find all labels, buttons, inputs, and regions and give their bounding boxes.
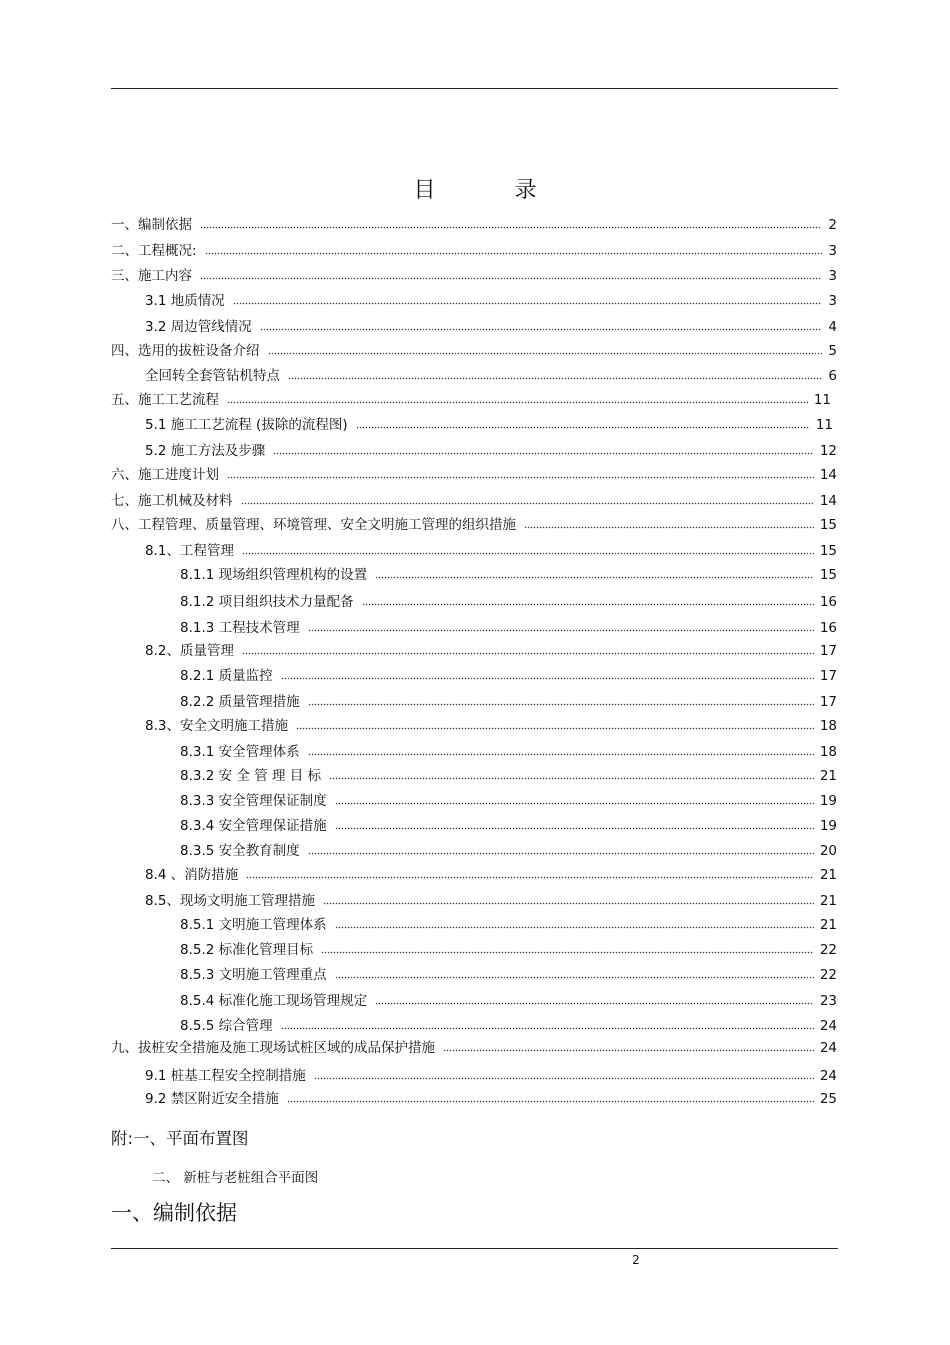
toc-entry[interactable] [111,241,837,261]
toc-entry-label: 六、施工进度计划 [111,467,219,483]
toc-entry-page: 12 [819,443,837,459]
toc-entry[interactable] [180,742,837,762]
toc-entry-label: 9.1 桩基工程安全控制措施 [145,1068,306,1084]
toc-entry-page: 21 [819,917,837,933]
toc-entry-label: 8.3.4 安全管理保证措施 [180,818,327,834]
toc-title: 目 录 [413,178,573,203]
toc-entry-label: 九、拔桩安全措施及施工现场试桩区域的成品保护措施 [111,1040,435,1056]
toc-entry[interactable] [111,465,837,485]
appendix-line-2: 二、 新桩与老桩组合平面图 [152,1170,319,1186]
toc-entry[interactable] [145,415,833,435]
toc-entry-page: 11 [813,392,831,408]
toc-entry-page: 3 [828,243,837,259]
toc-entry-label: 3.1 地质情况 [145,293,225,309]
toc-leader-dots [246,865,814,885]
toc-entry-label: 三、施工内容 [111,268,192,284]
toc-entry-page: 2 [828,217,837,233]
toc-leader-dots [335,965,814,985]
toc-entry[interactable] [180,692,837,712]
toc-entry-label: 8.1.1 现场组织管理机构的设置 [180,567,368,583]
toc-entry[interactable] [145,641,837,661]
toc-leader-dots [308,742,814,762]
toc-entry[interactable] [111,390,831,410]
toc-leader-dots [362,592,814,612]
toc-entry-page: 24 [819,1068,837,1084]
toc-entry-page: 3 [828,293,837,309]
toc-entry-page: 21 [819,893,837,909]
toc-entry-page: 15 [819,567,837,583]
toc-entry[interactable] [145,891,837,911]
toc-entry-page: 17 [819,694,837,710]
toc-entry[interactable] [111,515,837,535]
toc-entry-page: 15 [819,517,837,533]
toc-leader-dots [205,241,823,261]
toc-leader-dots [308,841,814,861]
toc-leader-dots [335,816,814,836]
toc-entry-label: 8.5.4 标准化施工现场管理规定 [180,993,368,1009]
toc-leader-dots [375,565,814,585]
toc-entry[interactable] [145,541,837,561]
toc-leader-dots [314,1066,814,1086]
toc-entry-label: 5.2 施工方法及步骤 [145,443,266,459]
toc-leader-dots [296,716,814,736]
toc-entry[interactable] [111,215,837,235]
toc-entry-label: 8.5.1 文明施工管理体系 [180,917,327,933]
toc-entry[interactable] [145,291,837,311]
toc-entry-page: 14 [819,493,837,509]
toc-entry[interactable] [180,841,837,861]
toc-entry-page: 19 [819,818,837,834]
toc-entry[interactable] [111,341,837,361]
toc-entry[interactable] [145,366,837,386]
toc-entry[interactable] [180,940,837,960]
toc-entry[interactable] [145,1089,837,1109]
toc-entry-label: 一、编制依据 [111,217,192,233]
toc-leader-dots [281,666,814,686]
toc-entry[interactable] [180,618,837,638]
toc-entry-label: 8.5.3 文明施工管理重点 [180,967,327,983]
toc-entry[interactable] [180,965,837,985]
toc-entry[interactable] [180,565,837,585]
toc-entry-label: 8.2.2 质量管理措施 [180,694,300,710]
toc-entry-label: 8.3.5 安全教育制度 [180,843,300,859]
toc-leader-dots [288,366,822,386]
toc-entry-label: 9.2 禁区附近安全措施 [145,1091,279,1107]
toc-entry-label: 8.5.2 标准化管理目标 [180,942,314,958]
toc-entry-page: 16 [819,594,837,610]
toc-entry[interactable] [145,317,837,337]
toc-entry-page: 22 [819,942,837,958]
toc-leader-dots [227,390,808,410]
toc-entry-page: 19 [819,793,837,809]
toc-entry-label: 八、工程管理、质量管理、环境管理、安全文明施工管理的组织措施 [111,517,516,533]
toc-entry-label: 8.4 、消防措施 [145,867,239,883]
toc-entry-page: 25 [819,1091,837,1107]
toc-entry-label: 8.5、现场文明施工管理措施 [145,893,315,909]
toc-entry-page: 17 [819,643,837,659]
toc-entry[interactable] [145,1066,837,1086]
toc-entry-label: 8.1.3 工程技术管理 [180,620,300,636]
toc-leader-dots [242,641,814,661]
toc-entry-page: 21 [819,867,837,883]
toc-entry-label: 5.1 施工工艺流程 (拔除的流程图) [145,417,348,433]
toc-entry-page: 17 [819,668,837,684]
toc-entry-page: 11 [815,417,833,433]
toc-leader-dots [308,618,814,638]
toc-leader-dots [241,491,814,511]
toc-entry-page: 22 [819,967,837,983]
toc-entry-label: 8.3、安全文明施工措施 [145,718,288,734]
toc-leader-dots [335,915,814,935]
toc-entry-label: 8.1.2 项目组织技术力量配备 [180,594,354,610]
toc-entry-page: 14 [819,467,837,483]
toc-leader-dots [268,341,823,361]
header-rule [111,88,838,89]
toc-entry-label: 8.3.2 安 全 管 理 目 标 [180,768,322,784]
toc-entry[interactable] [180,791,837,811]
toc-entry-page: 5 [828,343,837,359]
toc-entry[interactable] [111,1038,837,1058]
toc-entry[interactable] [111,491,837,511]
toc-entry-label: 四、选用的拔桩设备介绍 [111,343,260,359]
toc-entry[interactable] [111,266,837,286]
toc-entry-label: 8.3.1 安全管理体系 [180,744,300,760]
toc-entry-label: 8.2、质量管理 [145,643,234,659]
toc-entry-page: 18 [819,744,837,760]
toc-leader-dots [287,1089,814,1109]
toc-leader-dots [321,940,814,960]
toc-leader-dots [227,465,814,485]
footer-rule [111,1248,838,1249]
toc-leader-dots [329,766,814,786]
toc-leader-dots [335,791,814,811]
toc-leader-dots [242,541,814,561]
toc-entry[interactable] [180,666,837,686]
toc-entry[interactable] [180,816,837,836]
toc-leader-dots [233,291,823,311]
toc-entry[interactable] [145,716,837,736]
toc-entry-label: 全回转全套管钻机特点 [145,368,280,384]
toc-entry-page: 21 [819,768,837,784]
toc-entry-label: 五、施工工艺流程 [111,392,219,408]
toc-entry[interactable] [180,766,837,786]
toc-entry[interactable] [180,915,837,935]
toc-entry-page: 6 [828,368,837,384]
toc-entry-page: 3 [828,268,837,284]
toc-entry-label: 8.5.5 综合管理 [180,1018,273,1034]
toc-entry-label: 8.1、工程管理 [145,543,234,559]
page-number: 2 [632,1253,640,1267]
toc-entry-page: 24 [819,1018,837,1034]
toc-leader-dots [323,891,814,911]
toc-leader-dots [260,317,823,337]
toc-entry-page: 24 [819,1040,837,1056]
toc-entry-label: 3.2 周边管线情况 [145,319,252,335]
toc-entry-page: 23 [819,993,837,1009]
section-heading: 一、编制依据 [111,1201,237,1225]
toc-leader-dots [273,441,814,461]
toc-leader-dots [443,1038,814,1058]
toc-entry-page: 15 [819,543,837,559]
toc-entry[interactable] [180,991,837,1011]
toc-entry-page: 16 [819,620,837,636]
toc-entry[interactable] [180,592,837,612]
toc-entry-label: 8.3.3 安全管理保证制度 [180,793,327,809]
appendix-line-1: 附:一、平面布置图 [111,1129,249,1148]
toc-leader-dots [200,215,822,235]
toc-leader-dots [308,692,814,712]
toc-leader-dots [375,991,814,1011]
toc-leader-dots [200,266,822,286]
toc-entry-label: 七、施工机械及材料 [111,493,233,509]
toc-entry[interactable] [180,1016,837,1036]
toc-entry-page: 4 [828,319,837,335]
toc-leader-dots [281,1016,814,1036]
toc-entry-page: 20 [819,843,837,859]
toc-entry[interactable] [145,865,837,885]
toc-leader-dots [524,515,814,535]
toc-entry-label: 二、工程概况: [111,243,197,259]
toc-entry-page: 18 [819,718,837,734]
toc-entry[interactable] [145,441,837,461]
toc-leader-dots [356,415,810,435]
toc-entry-label: 8.2.1 质量监控 [180,668,273,684]
